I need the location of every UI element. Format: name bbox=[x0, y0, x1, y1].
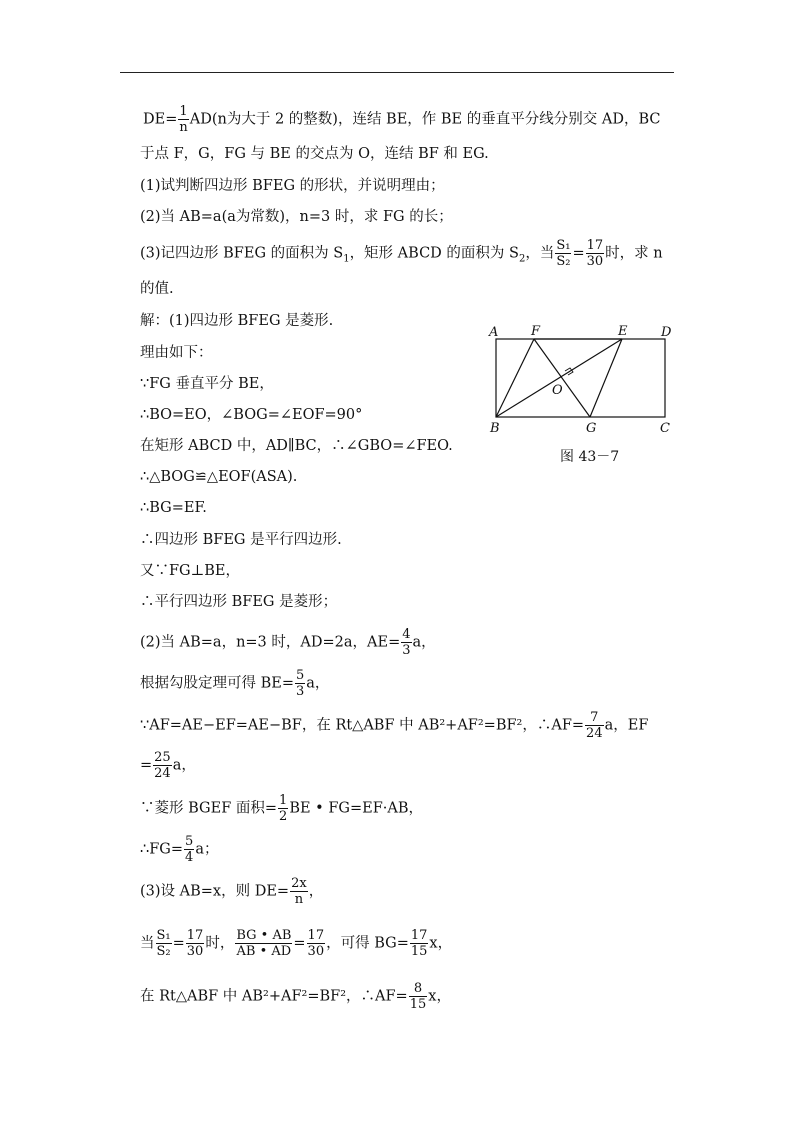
solution-line-2: 理由如下： bbox=[140, 345, 213, 361]
fraction: $\frac{BG • AB}{AB • AD}$ bbox=[236, 928, 292, 959]
segment-fg bbox=[534, 339, 590, 417]
solution-line-4: ∴BO=EO，∠BOG=∠EOF=90° bbox=[140, 407, 363, 423]
solution-line-3: ∵FG 垂直平分 BE， bbox=[140, 376, 274, 392]
solution-line-6: ∴△BOG≌△EOF(ASA). bbox=[140, 469, 298, 485]
problem-line-3: (1)试判断四边形 BFEG 的形状，并说明理由； bbox=[140, 178, 445, 194]
solution-line-9: 又∵FG⊥BE， bbox=[140, 563, 241, 579]
rectangle-abcd bbox=[496, 339, 665, 417]
fraction: $\frac{2x}{n}$ bbox=[291, 876, 307, 907]
fraction: $\frac{1}{n}$ bbox=[179, 104, 188, 135]
fraction: $\frac{1}{2}$ bbox=[279, 793, 288, 824]
fraction: $\frac{4}{3}$ bbox=[402, 627, 411, 658]
label-a: A bbox=[489, 325, 499, 340]
solution-line-1: 解：(1)四边形 BFEG 是菱形. bbox=[140, 313, 334, 329]
fraction: $\frac{17}{30}$ bbox=[186, 928, 204, 959]
solution-line-16: ∴FG= $\frac{5}{4}$ a； bbox=[140, 834, 219, 865]
figure-caption: 图 43－7 bbox=[560, 449, 620, 465]
problem-line-5: (3)记四边形 BFEG 的面积为 $S_1$，矩形 ABCD 的面积为 $S_2$，当 $\frac{\text{S₁}}{\text{S₂}}$ = $\frac{17}{30}$ 时，求 n bbox=[140, 238, 663, 269]
fraction: $\frac{17}{15}$ bbox=[410, 928, 428, 959]
solution-line-17: (3)设 AB=x，则 DE= $\frac{2x}{n}$ ， bbox=[140, 876, 324, 907]
solution-line-8: ∴四边形 BFEG 是平行四边形. bbox=[140, 532, 342, 548]
solution-line-15: ∵菱形 BGEF 面积= $\frac{1}{2}$ BE • FG=EF·AB， bbox=[140, 793, 423, 824]
fraction: $\frac{\text{S₁}}{\text{S₂}}$ bbox=[556, 238, 571, 269]
label-g: G bbox=[586, 421, 597, 436]
label-d: D bbox=[661, 325, 672, 340]
fraction: $\frac{\text{S₁}}{\text{S₂}}$ bbox=[156, 928, 171, 959]
solution-line-19: 在 Rt△ABF 中 AB²+AF²=BF²，∴AF= $\frac{8}{15}$ x， bbox=[140, 981, 451, 1012]
solution-line-18: 当 $\frac{\text{S₁}}{\text{S₂}}$ = $\frac{17}{30}$ 时， $\frac{BG • AB}{AB • AD}$ = $\frac{17}{30}$ ，可得 BG= $\frac{17}{15}$ x， bbox=[140, 928, 453, 959]
solution-line-13: ∵AF=AE−EF=AE−BF，在 Rt△ABF 中 AB²+AF²=BF²，∴AF= $\frac{7}{24}$ a，EF bbox=[140, 710, 649, 741]
label-b: B bbox=[490, 421, 500, 436]
fraction: $\frac{7}{24}$ bbox=[586, 710, 603, 741]
label-c: C bbox=[660, 421, 670, 436]
fraction: $\frac{5}{3}$ bbox=[296, 668, 305, 699]
fraction: $\frac{8}{15}$ bbox=[409, 981, 427, 1012]
solution-line-14: = $\frac{25}{24}$ a， bbox=[140, 750, 196, 781]
solution-line-5: 在矩形 ABCD 中，AD∥BC，∴∠GBO=∠FEO. bbox=[140, 438, 453, 454]
label-e: E bbox=[618, 324, 628, 339]
label-f: F bbox=[531, 324, 541, 339]
label-o: O bbox=[552, 383, 563, 398]
fraction: $\frac{17}{30}$ bbox=[586, 238, 604, 269]
solution-line-11: (2)当 AB=a，n=3 时，AD=2a，AE= $\frac{4}{3}$ a， bbox=[140, 627, 436, 658]
problem-line-1: DE= $\frac{1}{n}$ AD(n为大于 2 的整数)，连结 BE，作 BE 的垂直平分线分别交 AD，BC bbox=[143, 104, 661, 135]
fraction: $\frac{17}{30}$ bbox=[307, 928, 325, 959]
header-rule bbox=[120, 72, 674, 73]
problem-line-6: 的值. bbox=[140, 281, 174, 297]
solution-line-12: 根据勾股定理可得 BE= $\frac{5}{3}$ a， bbox=[140, 668, 330, 699]
fraction: $\frac{25}{24}$ bbox=[154, 750, 171, 781]
geometry-figure bbox=[486, 322, 676, 444]
segment-eg bbox=[590, 339, 622, 417]
solution-line-7: ∴BG=EF. bbox=[140, 500, 207, 516]
fraction: $\frac{5}{4}$ bbox=[185, 834, 194, 865]
problem-line-4: (2)当 AB=a(a为常数)，n=3 时，求 FG 的长； bbox=[140, 209, 453, 225]
solution-line-10: ∴平行四边形 BFEG 是菱形； bbox=[140, 594, 338, 610]
problem-line-2: 于点 F，G，FG 与 BE 的交点为 O，连结 BF 和 EG. bbox=[140, 146, 489, 162]
